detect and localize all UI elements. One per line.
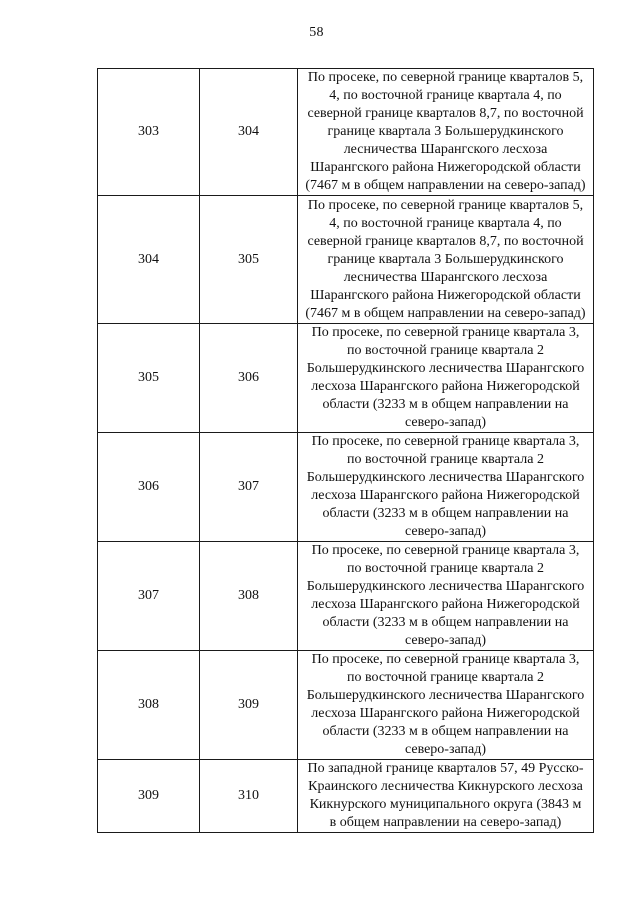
description-line: Шарангского района Нижегородской области bbox=[310, 287, 581, 303]
description-line: границе квартала 3 Большерудкинского bbox=[327, 124, 564, 139]
point-to-cell: 309 bbox=[200, 651, 298, 760]
point-from-cell: 306 bbox=[98, 433, 200, 542]
description-line: северо-запад) bbox=[404, 633, 487, 648]
point-from-cell: 304 bbox=[98, 196, 200, 324]
table-row bbox=[98, 69, 594, 196]
point-to-cell: 310 bbox=[200, 760, 298, 833]
point-to-cell: 304 bbox=[200, 69, 298, 196]
table-row bbox=[98, 196, 594, 324]
boundary-description-cell bbox=[298, 651, 594, 760]
description-line: По западной границе кварталов 57, 49 Русско- bbox=[307, 761, 584, 776]
description-line: Большерудкинского лесничества Шарангского bbox=[306, 470, 585, 485]
table-body bbox=[98, 69, 594, 833]
point-from-cell: 307 bbox=[98, 542, 200, 651]
description-line: По просеке, по северной границе квартала 3, bbox=[311, 543, 580, 558]
description-line: По просеке, по северной границе квартала 3, bbox=[311, 434, 580, 449]
description-line: (7467 м в общем направлении на северо-запад) bbox=[305, 305, 586, 321]
description-line: по восточной границе квартала 2 bbox=[347, 670, 544, 685]
boundary-description-cell bbox=[298, 196, 594, 324]
description-line: лесничества Шарангского лесхоза bbox=[343, 142, 548, 157]
description-line: границе квартала 3 Большерудкинского bbox=[327, 251, 564, 267]
point-to-cell: 308 bbox=[200, 542, 298, 651]
description-line: по восточной границе квартала 2 bbox=[347, 343, 544, 358]
point-to-cell: 305 bbox=[200, 196, 298, 324]
description-line: 4, по восточной границе квартала 4, по bbox=[329, 88, 562, 103]
description-line: лесхоза Шарангского района Нижегородской bbox=[311, 706, 580, 721]
point-from-cell: 305 bbox=[98, 324, 200, 433]
description-line: Кикнурского муниципального округа (3843 м bbox=[309, 797, 582, 812]
boundary-description-cell bbox=[298, 324, 594, 433]
description-line: (7467 м в общем направлении на северо-запад) bbox=[305, 178, 586, 193]
description-line: По просеке, по северной границе квартала 3, bbox=[311, 325, 580, 340]
point-to-cell: 307 bbox=[200, 433, 298, 542]
description-line: северо-запад) bbox=[404, 415, 487, 430]
description-line: 4, по восточной границе квартала 4, по bbox=[329, 215, 562, 231]
point-from-cell: 308 bbox=[98, 651, 200, 760]
table-row bbox=[98, 651, 594, 760]
boundary-description-cell bbox=[298, 542, 594, 651]
page-number: 58 bbox=[309, 25, 324, 40]
description-line: По просеке, по северной границе кварталов 5, bbox=[307, 70, 584, 85]
description-line: области (3233 м в общем направлении на bbox=[322, 506, 569, 521]
boundary-description-cell bbox=[298, 69, 594, 196]
description-line: По просеке, по северной границе квартала 3, bbox=[311, 652, 580, 667]
description-line: Шарангского района Нижегородской области bbox=[310, 160, 581, 175]
description-line: Большерудкинского лесничества Шарангского bbox=[306, 688, 585, 703]
boundary-description-cell bbox=[298, 433, 594, 542]
description-line: области (3233 м в общем направлении на bbox=[322, 615, 569, 630]
description-line: По просеке, по северной границе кварталов 5, bbox=[307, 197, 584, 213]
description-line: северо-запад) bbox=[404, 524, 487, 539]
description-line: северной границе кварталов 8,7, по восточной bbox=[307, 233, 584, 249]
table-row bbox=[98, 324, 594, 433]
description-line: Большерудкинского лесничества Шарангского bbox=[306, 361, 585, 376]
point-from-cell: 309 bbox=[98, 760, 200, 833]
description-line: Большерудкинского лесничества Шарангского bbox=[306, 579, 585, 594]
description-line: по восточной границе квартала 2 bbox=[347, 452, 544, 467]
boundary-description-cell bbox=[298, 760, 594, 833]
point-from-cell: 303 bbox=[98, 69, 200, 196]
description-line: лесничества Шарангского лесхоза bbox=[343, 269, 548, 285]
description-line: лесхоза Шарангского района Нижегородской bbox=[311, 597, 580, 612]
description-line: Краинского лесничества Кикнурского лесхоза bbox=[308, 779, 583, 794]
point-to-cell: 306 bbox=[200, 324, 298, 433]
description-line: в общем направлении на северо-запад) bbox=[329, 815, 562, 830]
description-line: лесхоза Шарангского района Нижегородской bbox=[311, 379, 580, 394]
boundary-table bbox=[97, 68, 594, 833]
description-line: области (3233 м в общем направлении на bbox=[322, 724, 569, 739]
description-line: области (3233 м в общем направлении на bbox=[322, 397, 569, 412]
table-row bbox=[98, 760, 594, 833]
description-line: северо-запад) bbox=[404, 742, 487, 757]
description-line: лесхоза Шарангского района Нижегородской bbox=[311, 488, 580, 503]
description-line: северной границе кварталов 8,7, по восточной bbox=[307, 106, 584, 121]
description-line: по восточной границе квартала 2 bbox=[347, 561, 544, 576]
table-row bbox=[98, 542, 594, 651]
table-row bbox=[98, 433, 594, 542]
